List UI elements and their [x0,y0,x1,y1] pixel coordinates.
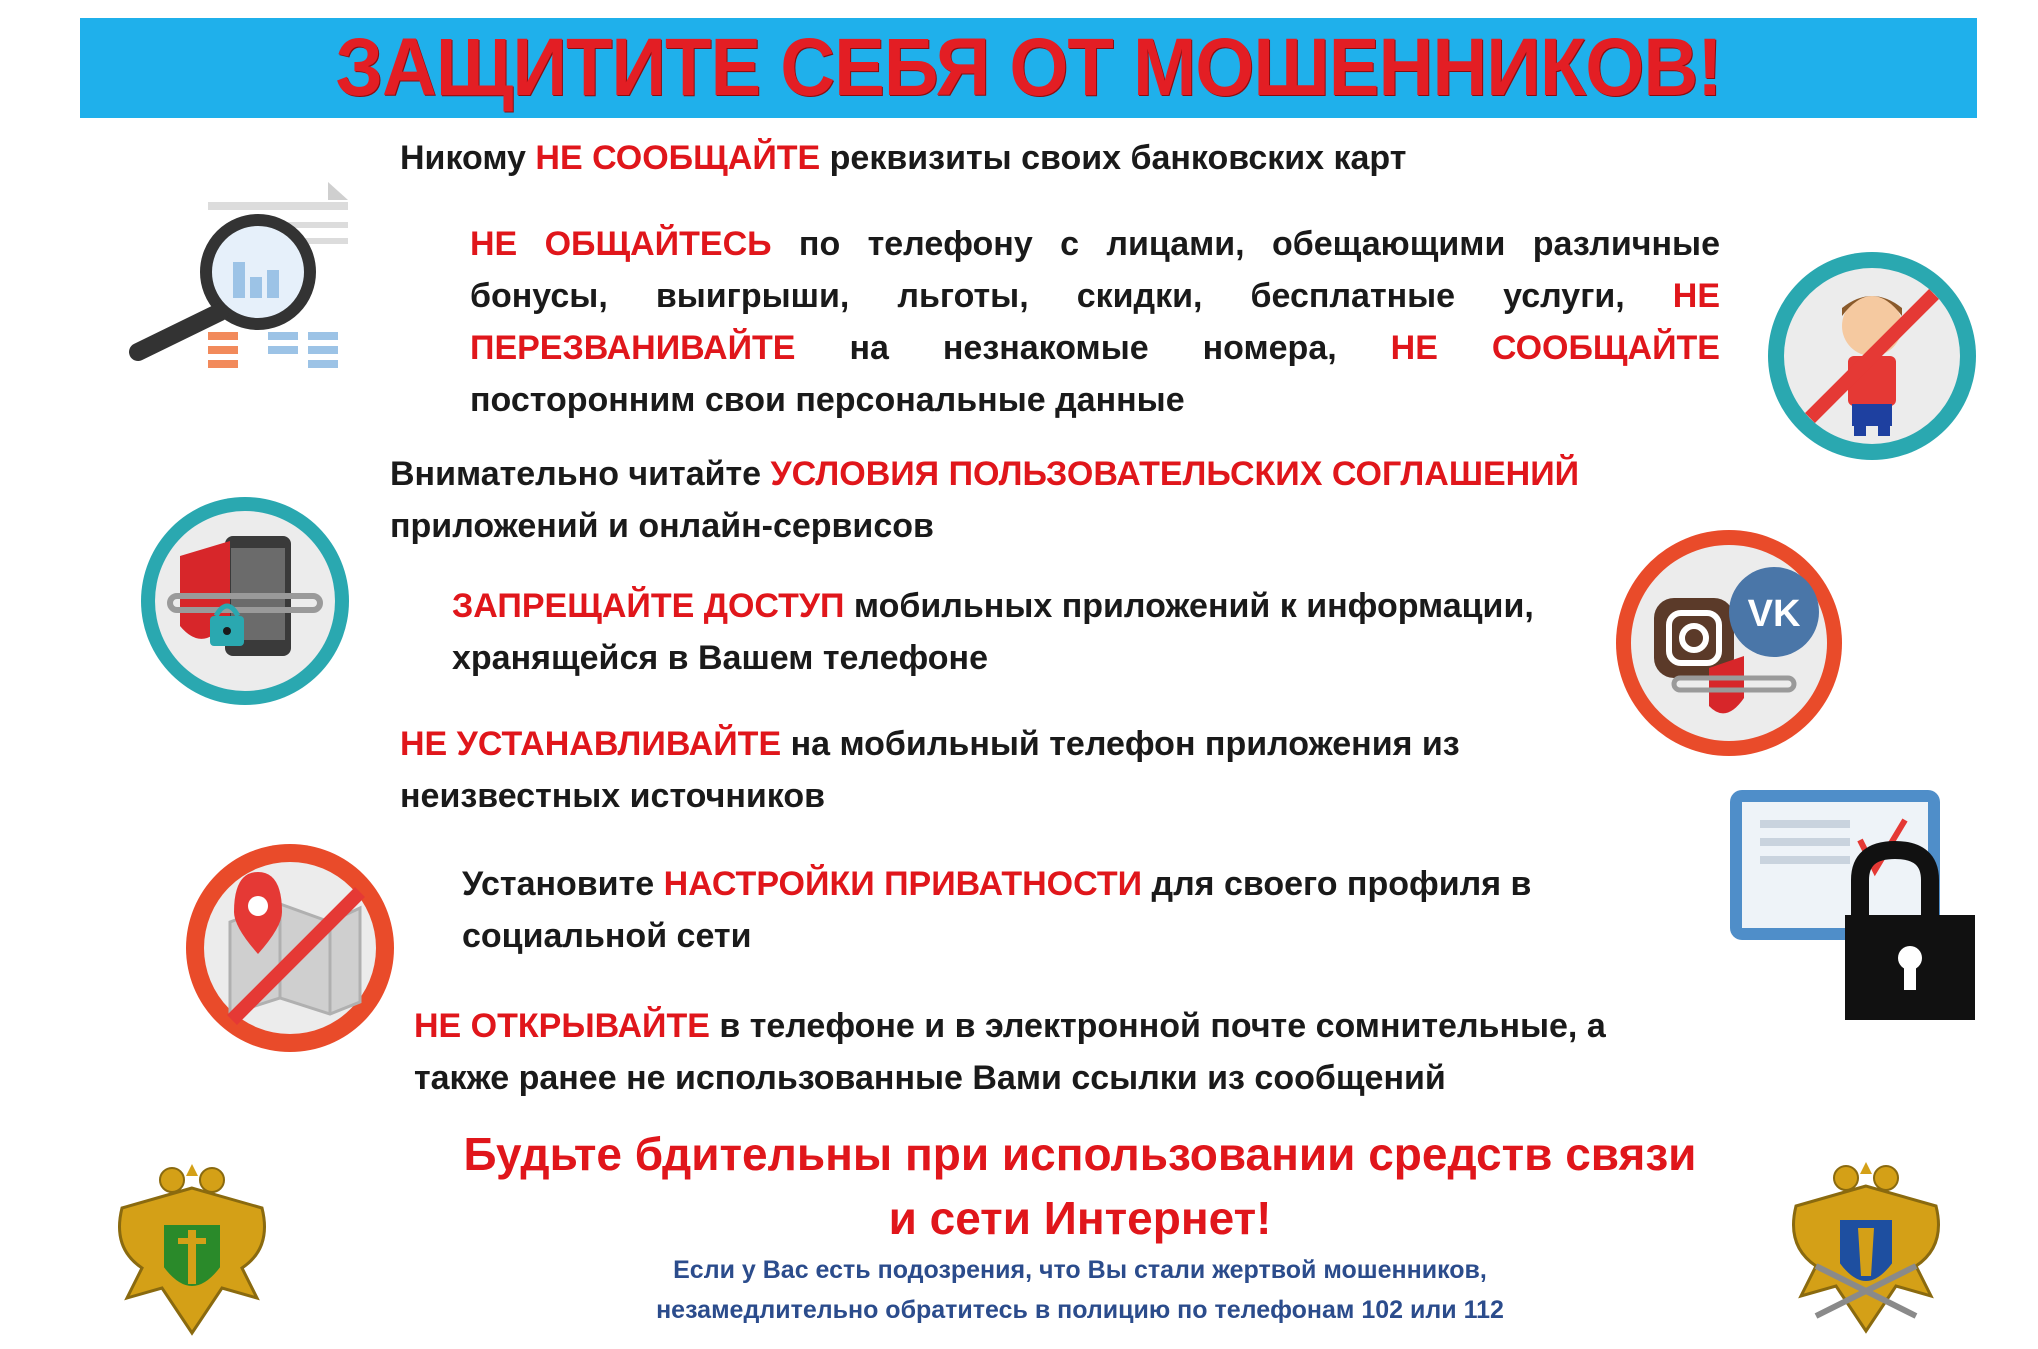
no-child-phone-icon [1762,246,1982,466]
highlight-text: НЕ СООБЩАЙТЕ [535,139,821,177]
contact-line-2: незамедлительно обратитесь в полицию по телефонам 102 или 112 [656,1296,1504,1324]
rule-text: на незнакомые номера, [795,329,1391,367]
rule-text: Установите [462,865,664,903]
rule-phone-bonuses [470,218,1720,426]
rule-suspicious-links [414,1000,1654,1104]
highlight-text: ЗАПРЕЩАЙТЕ ДОСТУП [452,587,845,625]
rule-text: реквизиты своих банковских карт [820,139,1407,177]
warning-line-1: Будьте бдительны при использовании средств связи [463,1128,1697,1180]
rule-text: посторонним свои персональные данные [470,381,1185,419]
rule-user-agreements [390,448,1650,552]
highlight-text: НЕ СООБЩАЙТЕ [1390,329,1720,367]
rule-bank-card-details [400,132,1500,184]
highlight-text: НЕ УСТАНАВЛИВАЙТЕ [400,725,782,763]
svg-text:VK: VK [1747,593,1801,635]
rule-text: Внимательно читайте [390,455,771,493]
tablet-lock-icon [1730,790,1990,1020]
header-banner [80,18,1977,118]
page-title: ЗАЩИТИТЕ СЕБЯ ОТ МОШЕННИКОВ! [335,21,1722,114]
rule-text: мобильных приложений к информации, хранящейся в Вашем телефоне [452,587,1534,677]
prosecutor-emblem-icon [102,1158,282,1348]
phone-shield-chain-icon [140,496,350,706]
highlight-text: НЕ ОТКРЫВАЙТЕ [414,1007,710,1045]
rule-privacy-settings [462,858,1562,962]
rule-deny-access [452,580,1592,684]
rule-unknown-sources [400,718,1550,822]
no-map-location-icon [184,842,396,1054]
rule-text: на мобильный телефон приложения из неизвестных источников [400,725,1460,815]
highlight-text: НЕ ОБЩАЙТЕСЬ [470,225,772,263]
social-apps-shield-icon [1614,528,1844,758]
rule-text: для своего профиля в социальной сети [462,865,1532,955]
contact-line-1: Если у Вас есть подозрения, что Вы стали жертвой мошенников, [673,1256,1487,1284]
highlight-text: НАСТРОЙКИ ПРИВАТНОСТИ [663,865,1143,903]
rule-text: в телефоне и в электронной почте сомнительные, а также ранее не использованные Вами ссылки из сообщений [414,1007,1606,1097]
rule-text: Никому [400,139,536,177]
rule-text: по телефону с лицами, обещающими различные бонусы, выигрыши, льготы, скидки, бесплатные услуги, [470,225,1720,315]
warning-line-2: и сети Интернет! [888,1192,1272,1244]
rule-text: приложений и онлайн-сервисов [390,507,934,545]
highlight-text: НЕ ПЕРЕЗВАНИВАЙТЕ [470,277,1720,367]
ministry-emblem-icon [1776,1156,1956,1346]
magnifier-document-icon [128,182,368,382]
highlight-text: УСЛОВИЯ ПОЛЬЗОВАТЕЛЬСКИХ СОГЛАШЕНИЙ [770,455,1580,493]
